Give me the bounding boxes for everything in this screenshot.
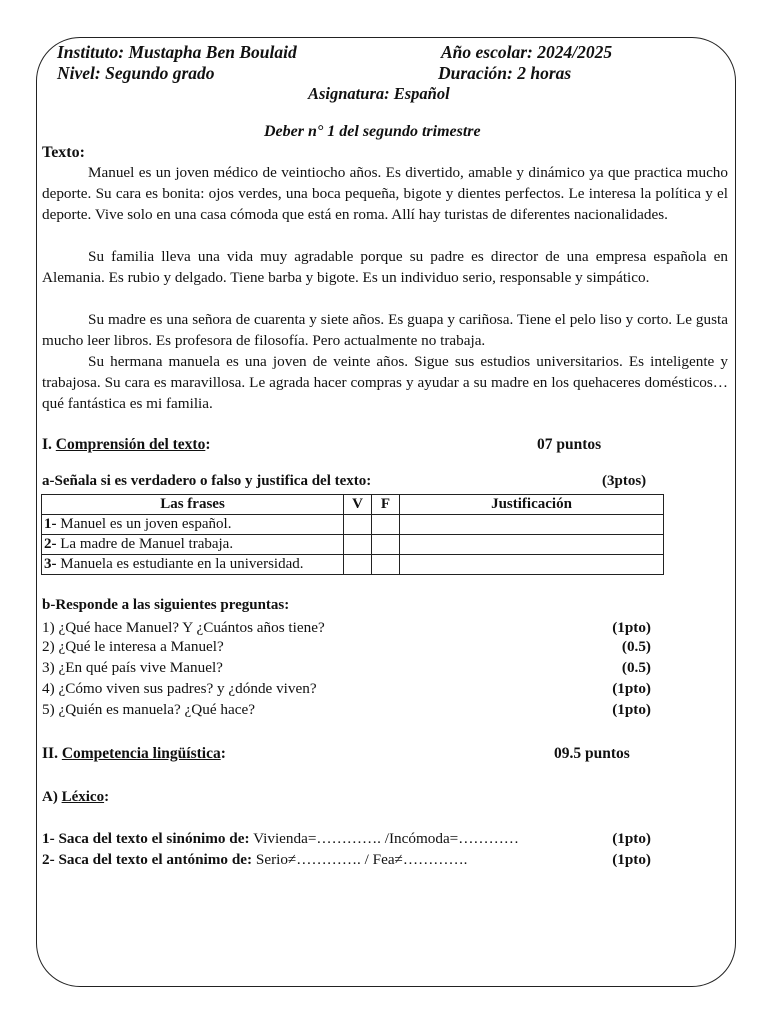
col-header-v: V: [344, 495, 372, 515]
section-1-number: I.: [42, 436, 52, 453]
section-2-colon: :: [220, 745, 226, 762]
exercise-2-points: (1pto): [612, 851, 651, 868]
question-3-points: (0.5): [621, 659, 651, 676]
v-cell[interactable]: [344, 535, 372, 555]
text-paragraph-3: Su madre es una señora de cuarenta y siete años. Es guapa y cariñosa. Tiene el pelo liso y corto. Le gusta mucho leer libros. Es profesora de filosofía. Pero actualmente no trabaja.: [42, 311, 728, 349]
col-header-f: F: [372, 495, 400, 515]
section-2-heading: [42, 745, 226, 763]
row-number: 3-: [44, 556, 57, 572]
lexicon-colon: :: [104, 789, 110, 805]
true-false-table: [41, 494, 664, 575]
institute-name: Instituto: Mustapha Ben Boulaid: [57, 42, 297, 62]
text-paragraph-2: Su familia lleva una vida muy agradable porque su padre es director de una empresa española en Alemania. Es rubio y delgado. Tiene barba y bigote. Es un individuo serio, responsable y simpático.: [42, 248, 728, 286]
question-2-points: (0.5): [621, 638, 651, 655]
section-1-heading: [42, 436, 211, 454]
v-cell[interactable]: [344, 515, 372, 535]
question-5-points: (1pto): [612, 701, 651, 718]
row-text: Manuel es un joven español.: [56, 516, 232, 532]
question-1: 1) ¿Qué hace Manuel? Y ¿Cuántos años tiene?: [42, 619, 325, 636]
table-row: [42, 555, 664, 575]
row-text: Manuela es estudiante en la universidad.: [56, 556, 304, 572]
section-2-points: 09.5 puntos: [554, 745, 630, 762]
section-1-title: Comprensión del texto: [55, 436, 206, 453]
subject: Asignatura: Español: [308, 84, 450, 103]
f-cell[interactable]: [372, 555, 400, 575]
school-year: Año escolar: 2024/2025: [441, 42, 613, 62]
text-paragraph-1: Manuel es un joven médico de veintiocho años. Es divertido, amable y dinámico ya que practica mucho deporte. Su cara es bonita: ojos verdes, una boca pequeña, bigote y dientes perfectos. Le interesa la política y el deporte. Vive solo en una casa cómoda que está en roma. Allí hay turistas de diferentes nacionalidades.: [42, 164, 728, 223]
phrase-cell: [42, 535, 344, 555]
justification-cell[interactable]: [400, 555, 664, 575]
f-cell[interactable]: [372, 515, 400, 535]
col-header-justification: Justificación: [400, 495, 664, 515]
question-2: 2) ¿Qué le interesa a Manuel?: [42, 638, 224, 655]
lexicon-heading: [42, 789, 109, 806]
question-4: 4) ¿Cómo viven sus padres? y ¿dónde viven?: [42, 680, 317, 697]
f-cell[interactable]: [372, 535, 400, 555]
exercise-1-label: 1- Saca del texto el sinónimo de:: [42, 830, 250, 847]
row-number: 2-: [44, 536, 57, 552]
section-1-colon: :: [205, 436, 211, 453]
question-5: 5) ¿Quién es manuela? ¿Qué hace?: [42, 701, 255, 718]
section-2-number: II.: [42, 745, 58, 762]
part-b-instruction: b-Responde a las siguientes preguntas:: [42, 597, 290, 613]
justification-cell[interactable]: [400, 515, 664, 535]
exercise-2: [42, 851, 467, 869]
section-2-title: Competencia lingüística: [61, 745, 221, 762]
lexicon-prefix: A): [42, 789, 58, 805]
exercise-1-points: (1pto): [612, 830, 651, 847]
exercise-2-label: 2- Saca del texto el antónimo de:: [42, 851, 253, 868]
part-a-points: (3ptos): [602, 473, 647, 489]
assignment-title: Deber n° 1 del segundo trimestre: [264, 123, 481, 140]
exercise-2-body: Serio≠…………. / Fea≠………….: [252, 851, 468, 868]
phrase-cell: [42, 555, 344, 575]
question-3: 3) ¿En qué país vive Manuel?: [42, 659, 223, 676]
question-4-points: (1pto): [612, 680, 651, 697]
exercise-1-body: Vivienda=…………. /Incómoda=…………: [249, 830, 519, 847]
text-heading: Texto:: [42, 144, 85, 161]
lexicon-title: Léxico: [61, 789, 105, 805]
text-paragraph-4: Su hermana manuela es una joven de veinte años. Sigue sus estudios universitarios. Es inteligente y trabajosa. Su cara es maravillosa. Le agrada hacer compras y ayudar a su madre en los quehaceres domésticos…qué fantástica es mi familia.: [42, 353, 728, 412]
v-cell[interactable]: [344, 555, 372, 575]
row-text: La madre de Manuel trabaja.: [56, 536, 234, 552]
table-row: [42, 535, 664, 555]
level: Nivel: Segundo grado: [57, 63, 215, 83]
duration: Duración: 2 horas: [438, 63, 572, 83]
section-1-points: 07 puntos: [537, 436, 602, 453]
col-header-phrases: Las frases: [42, 495, 344, 515]
part-a-instruction: a-Señala si es verdadero o falso y justifica del texto:: [42, 473, 372, 489]
table-row: [42, 515, 664, 535]
question-1-points: (1pto): [612, 619, 651, 636]
exercise-1: [42, 830, 519, 848]
justification-cell[interactable]: [400, 535, 664, 555]
row-number: 1-: [44, 516, 57, 532]
phrase-cell: [42, 515, 344, 535]
